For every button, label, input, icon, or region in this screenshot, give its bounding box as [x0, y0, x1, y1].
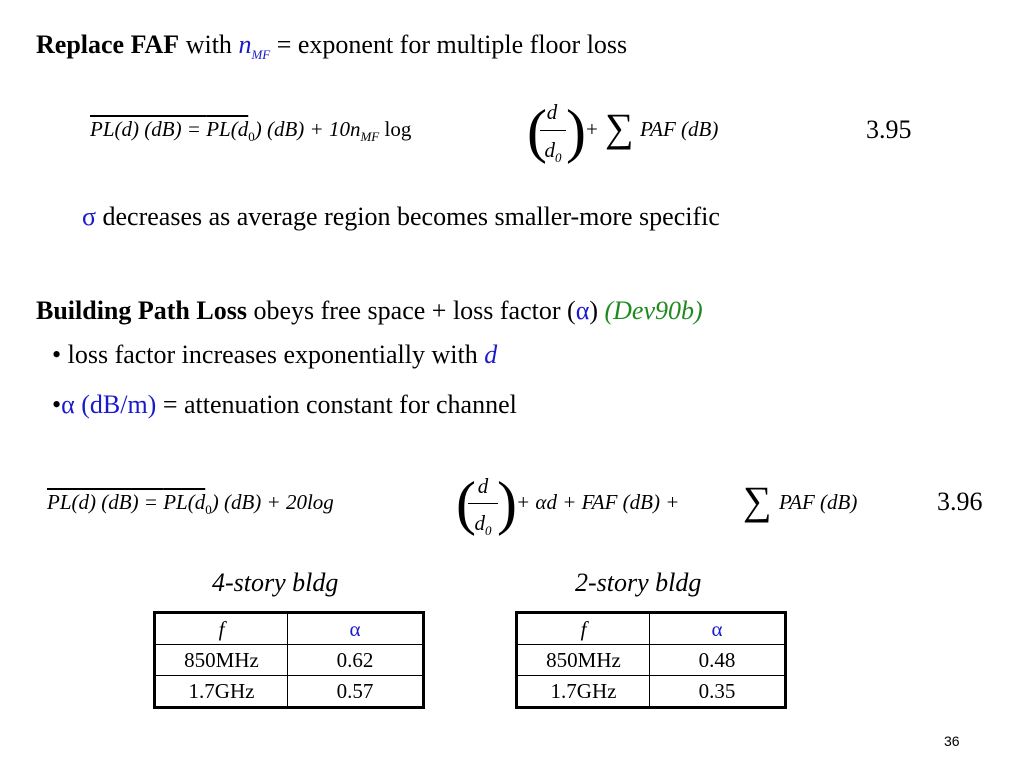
eq395-number: 3.95 — [866, 115, 912, 144]
eq396-numerator: d — [477, 474, 489, 498]
header-alpha: α — [650, 613, 786, 645]
eq396-pl0: PL(d — [163, 490, 206, 514]
eq396-sum-symbol: ∑ — [743, 478, 772, 523]
eq395-paf: PAF (dB) — [640, 117, 719, 141]
header-f: f — [517, 613, 650, 645]
bullet-d: d — [484, 340, 498, 369]
table-header-row — [155, 613, 424, 645]
building-path-loss-line: Building Path Loss obeys free space + loss factor (α) (Dev90b) — [36, 296, 703, 325]
table-row: 1.7GHz 0.57 — [155, 676, 424, 708]
header-alpha: α — [288, 613, 424, 645]
eq395-denominator: $d_0$ — [544, 138, 562, 166]
table-header-row — [517, 613, 786, 645]
eq396-lhs: PL(d) (dB) = — [47, 490, 164, 514]
eq396-paren-right: ) — [497, 470, 517, 536]
bullet-alpha: •α (dB/m) = attenuation constant for channel — [52, 390, 517, 419]
alpha-table-2-story — [515, 611, 787, 709]
bpl-alpha: α — [575, 296, 590, 325]
table-row: 850MHz 0.62 — [155, 645, 424, 676]
eq396-denominator: $d_0$ — [474, 511, 492, 539]
eq396-paren-left: ( — [456, 470, 476, 536]
table-caption-2-story: 2-story bldg — [575, 568, 702, 597]
table-caption-4-story: 4-story bldg — [212, 568, 339, 597]
alpha-units: α (dB/m) — [61, 390, 157, 419]
page-number: 36 — [944, 733, 960, 749]
faf-heading: Replace FAF — [36, 30, 180, 59]
eq396-number: 3.96 — [937, 487, 983, 516]
eq395-paren-left: ( — [527, 98, 547, 164]
eq396-paf: PAF (dB) — [779, 490, 858, 514]
sigma-line — [82, 202, 720, 232]
eq395-log: log — [384, 117, 412, 141]
sigma-symbol: σ — [82, 202, 97, 231]
eq395-lhs: PL(d) (dB) = — [90, 117, 207, 141]
table-row: 850MHz 0.48 — [517, 645, 786, 676]
faf-definition: = exponent for multiple floor loss — [276, 30, 628, 59]
table-row: 1.7GHz 0.35 — [517, 676, 786, 708]
eq395-paren-right: ) — [566, 98, 586, 164]
bpl-reference: (Dev90b) — [604, 296, 703, 325]
eq395-term: ) (dB) + 10n — [254, 117, 361, 141]
n-mf-symbol: $n_{MF}$ — [238, 30, 271, 63]
faf-replacement-line — [36, 30, 627, 63]
eq396-middle: + αd + FAF (dB) + — [516, 490, 680, 514]
eq395-pl0: PL(d — [206, 117, 249, 141]
eq395-numerator: d — [546, 100, 558, 124]
bpl-heading: Building Path Loss — [36, 296, 247, 325]
header-f: f — [155, 613, 288, 645]
eq395-sum-symbol: ∑ — [605, 105, 634, 150]
eq395-plus: + — [586, 117, 598, 141]
alpha-table-4-story — [153, 611, 425, 709]
bpl-text: obeys free space + loss factor ( — [246, 296, 576, 325]
faf-with: with — [179, 30, 232, 59]
bullet-loss-factor: • loss factor increases exponentially with d — [52, 340, 498, 369]
eq395-fraction-bar — [540, 130, 566, 131]
sigma-text: decreases as average region becomes smaller-more specific — [96, 202, 720, 231]
eq396-fraction-bar — [468, 503, 498, 504]
eq396-term: ) (dB) + 20log — [211, 490, 334, 514]
